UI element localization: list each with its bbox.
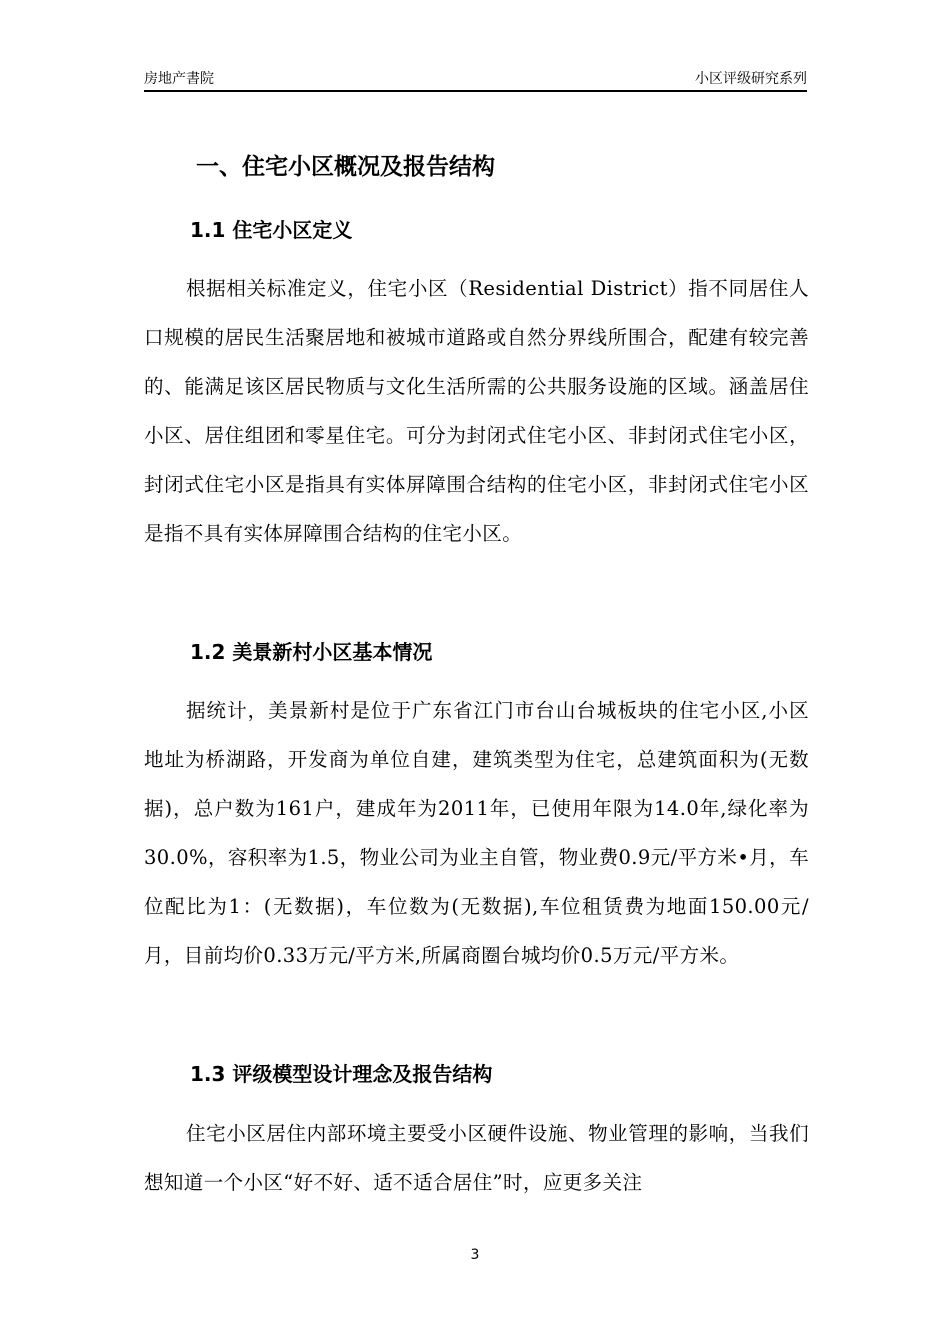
header-right-text: 小区评级研究系列	[695, 71, 807, 87]
section-paragraph-1-2: 据统计，美景新村是位于广东省江门市台山台城板块的住宅小区,小区地址为桥湖路，开发商为单位自建，建筑类型为住宅，总建筑面积为(无数据)，总户数为161户，建成年为2011年，已使用年限为14.0年,绿化率为30.0%，容积率为1.5，物业公司为业主自管，物业费0.9元/平方米•月，车位配比为1：(无数据)，车位数为(无数据),车位租赁费为地面150.00元/月，目前均价0.33万元/平方米,所属商圈台城均价0.5万元/平方米。	[144, 699, 809, 967]
chapter-title: 一、住宅小区概况及报告结构	[196, 154, 495, 180]
header-left-text: 房地产書院	[144, 71, 214, 87]
page-header	[144, 66, 807, 92]
page-number: 3	[470, 1247, 480, 1263]
section-heading-1-1: 1.1 住宅小区定义	[190, 218, 353, 242]
section-heading-1-2: 1.2 美景新村小区基本情况	[190, 640, 433, 664]
section-paragraph-1-3: 住宅小区居住内部环境主要受小区硬件设施、物业管理的影响，当我们想知道一个小区“好不好、适不适合居住”时，应更多关注	[144, 1122, 809, 1194]
section-paragraph-1-1: 根据相关标准定义，住宅小区（Residential District）指不同居住人口规模的居民生活聚居地和被城市道路或自然分界线所围合，配建有较完善的、能满足该区居民物质与文化生活所需的公共服务设施的区域。涵盖居住小区、居住组团和零星住宅。可分为封闭式住宅小区、非封闭式住宅小区，封闭式住宅小区是指具有实体屏障围合结构的住宅小区，非封闭式住宅小区是指不具有实体屏障围合结构的住宅小区。	[144, 277, 809, 545]
section-heading-1-3: 1.3 评级模型设计理念及报告结构	[190, 1062, 493, 1086]
